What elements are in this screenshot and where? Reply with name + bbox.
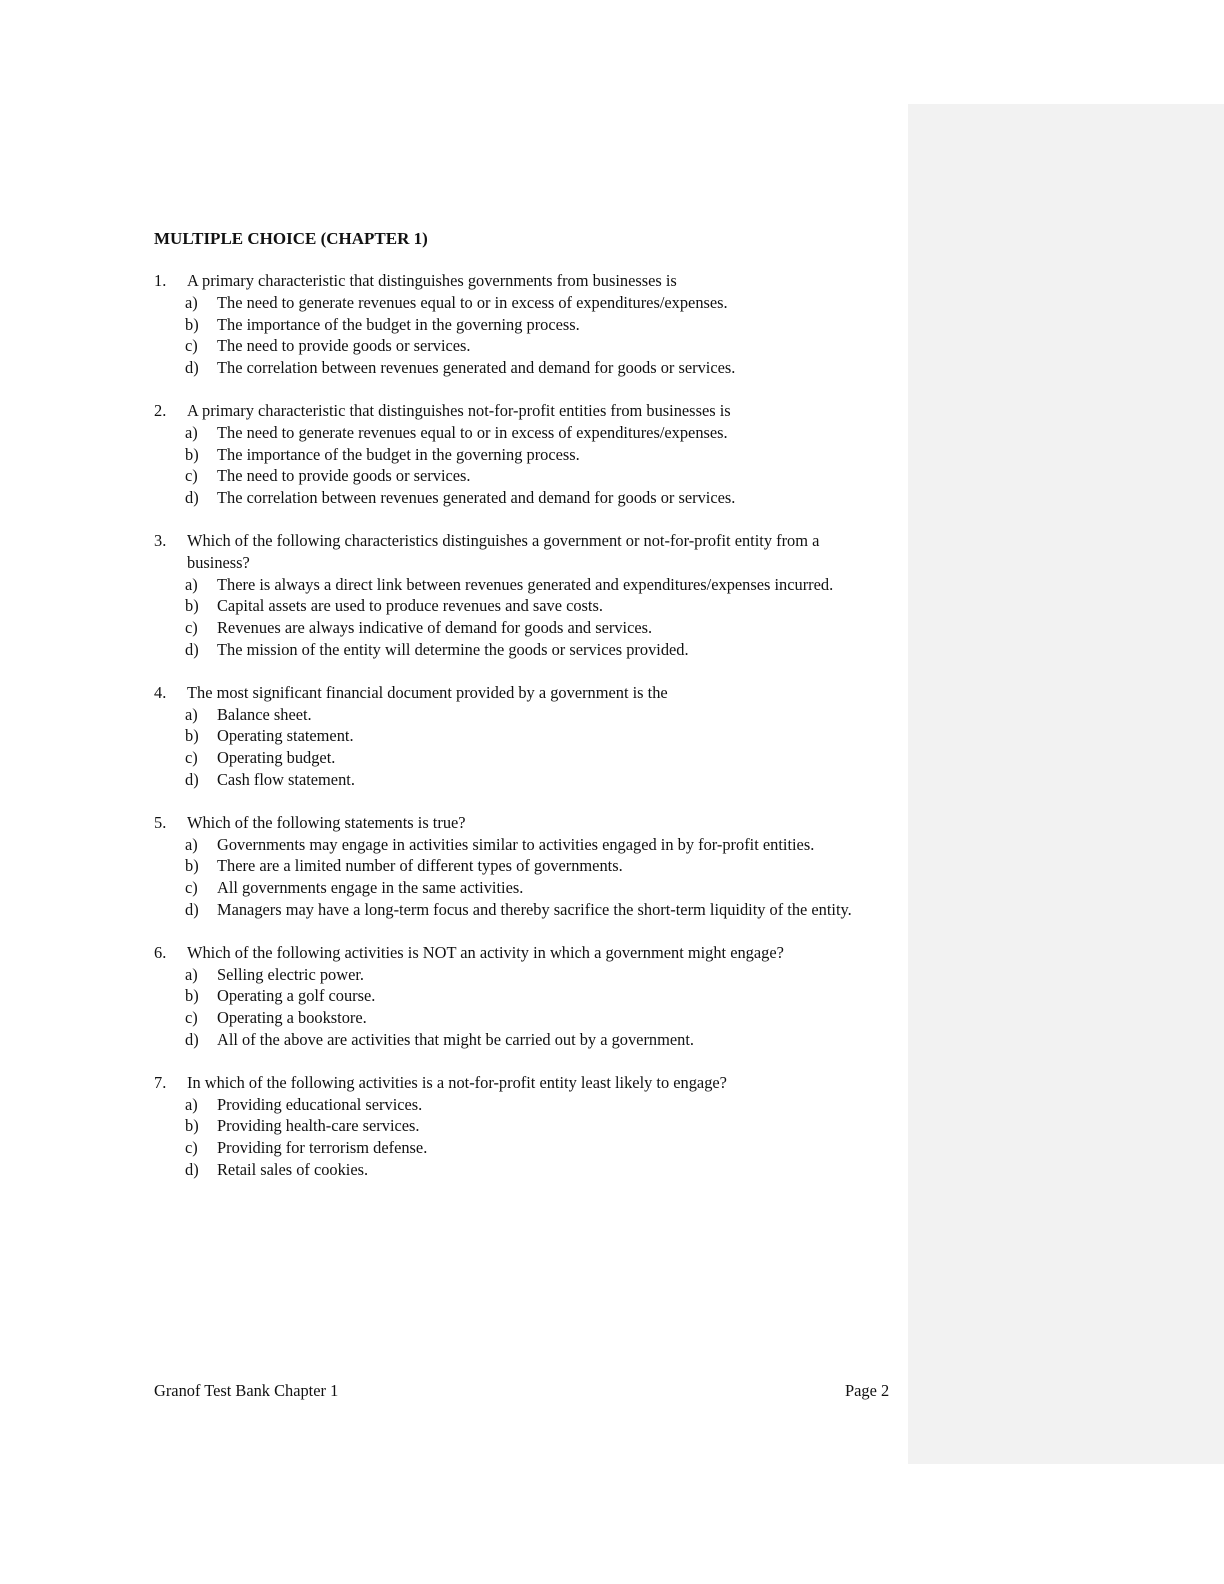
option-letter: d) [185, 899, 199, 919]
answer-option [154, 834, 884, 856]
option-text: Operating a golf course. [217, 986, 376, 1006]
option-letter: c) [185, 466, 198, 486]
page-title: MULTIPLE CHOICE (CHAPTER 1) [154, 229, 428, 248]
answer-option [154, 422, 884, 444]
option-text: Providing for terrorism defense. [217, 1138, 428, 1158]
option-letter: b) [185, 596, 199, 616]
answer-option [154, 314, 884, 336]
option-letter: a) [185, 704, 198, 724]
option-text: Governments may engage in activities similar to activities engaged in by for-profit entities. [217, 834, 815, 854]
answer-option [154, 595, 884, 617]
answer-option [154, 1007, 884, 1029]
option-text: The importance of the budget in the governing process. [217, 314, 580, 334]
answer-option [154, 725, 884, 747]
answer-option [154, 899, 884, 921]
page-number: Page 2 [845, 1381, 890, 1400]
option-text: The need to provide goods or services. [217, 466, 471, 486]
answer-option [154, 1115, 884, 1137]
question-number: 2. [154, 400, 167, 420]
option-letter: a) [185, 1094, 198, 1114]
option-text: Selling electric power. [217, 964, 365, 984]
question-item [154, 270, 884, 379]
question-stem [154, 530, 884, 574]
question-item [154, 1072, 884, 1181]
question-text: A primary characteristic that distinguishes governments from businesses is [187, 271, 677, 290]
document-body [154, 228, 884, 1202]
option-letter: c) [185, 1008, 198, 1028]
answer-option [154, 617, 884, 639]
answer-option [154, 639, 884, 661]
option-letter: a) [185, 574, 198, 594]
question-text: Which of the following statements is true? [187, 812, 466, 832]
question-number: 7. [154, 1072, 167, 1092]
option-letter: c) [185, 1138, 198, 1158]
question-stem [154, 270, 884, 292]
answer-option [154, 855, 884, 877]
option-text: All governments engage in the same activities. [217, 878, 524, 898]
option-letter: a) [185, 834, 198, 854]
option-letter: d) [185, 639, 199, 659]
question-number: 4. [154, 682, 167, 702]
option-text: Operating a bookstore. [217, 1008, 367, 1028]
answer-option [154, 964, 884, 986]
option-letter: d) [185, 358, 199, 378]
option-letter: c) [185, 618, 198, 638]
question-item [154, 812, 884, 921]
option-letter: b) [185, 726, 199, 746]
question-text: Which of the following characteristics distinguishes a government or not-for-profit entity from a business? [187, 530, 820, 572]
option-text: The need to provide goods or services. [217, 336, 471, 356]
option-text: Retail sales of cookies. [217, 1159, 369, 1179]
question-stem [154, 400, 884, 422]
option-letter: b) [185, 314, 199, 334]
question-text: The most significant financial document provided by a government is the [187, 682, 668, 702]
option-text: There is always a direct link between revenues generated and expenditures/expenses incurred. [217, 574, 834, 594]
option-letter: b) [185, 986, 199, 1006]
option-text: Providing health-care services. [217, 1116, 420, 1136]
question-item [154, 400, 884, 509]
option-letter: d) [185, 488, 199, 508]
option-letter: c) [185, 878, 198, 898]
option-text: The mission of the entity will determine the goods or services provided. [217, 639, 689, 659]
question-text: In which of the following activities is a not-for-profit entity least likely to engage? [187, 1072, 727, 1092]
answer-option [154, 444, 884, 466]
option-text: Managers may have a long-term focus and thereby sacrifice the short-term liquidity of the entity. [217, 899, 852, 919]
answer-option [154, 704, 884, 726]
question-text: A primary characteristic that distinguishes not-for-profit entities from businesses is [187, 400, 731, 420]
question-number: 1. [154, 271, 167, 290]
option-text: The need to generate revenues equal to or in excess of expenditures/expenses. [217, 292, 728, 312]
option-letter: b) [185, 1116, 199, 1136]
answer-option [154, 292, 884, 314]
question-number: 6. [154, 942, 167, 962]
answer-option [154, 985, 884, 1007]
question-list [154, 270, 884, 1181]
option-text: The need to generate revenues equal to or in excess of expenditures/expenses. [217, 422, 728, 442]
option-text: The correlation between revenues generated and demand for goods or services. [217, 358, 736, 378]
option-text: There are a limited number of different types of governments. [217, 856, 623, 876]
option-text: Operating budget. [217, 748, 336, 768]
answer-option [154, 1094, 884, 1116]
question-stem [154, 942, 884, 964]
answer-option [154, 747, 884, 769]
answer-option [154, 357, 884, 379]
question-item [154, 942, 884, 1051]
question-stem [154, 1072, 884, 1094]
answer-option [154, 1159, 884, 1181]
answer-option [154, 769, 884, 791]
answer-option [154, 465, 884, 487]
question-stem [154, 812, 884, 834]
option-letter: c) [185, 336, 198, 356]
answer-option [154, 1029, 884, 1051]
option-text: Cash flow statement. [217, 769, 355, 789]
option-letter: d) [185, 1029, 199, 1049]
option-text: Operating statement. [217, 726, 354, 746]
footer-title: Granof Test Bank Chapter 1 [154, 1381, 339, 1400]
option-letter: a) [185, 292, 198, 312]
option-text: All of the above are activities that might be carried out by a government. [217, 1029, 694, 1049]
question-text: Which of the following activities is NOT an activity in which a government might engage? [187, 942, 784, 962]
comment-pane [908, 104, 1224, 1464]
question-stem [154, 682, 884, 704]
option-text: Revenues are always indicative of demand for goods and services. [217, 618, 653, 638]
option-letter: c) [185, 748, 198, 768]
option-text: The importance of the budget in the governing process. [217, 444, 580, 464]
answer-option [154, 1137, 884, 1159]
question-number: 3. [154, 530, 167, 550]
option-letter: a) [185, 964, 198, 984]
answer-option [154, 487, 884, 509]
answer-option [154, 574, 884, 596]
option-letter: b) [185, 856, 199, 876]
option-letter: d) [185, 769, 199, 789]
answer-option [154, 335, 884, 357]
option-text: Providing educational services. [217, 1094, 423, 1114]
option-letter: b) [185, 444, 199, 464]
option-text: Capital assets are used to produce revenues and save costs. [217, 596, 603, 616]
option-text: Balance sheet. [217, 704, 312, 724]
question-item [154, 682, 884, 791]
option-letter: d) [185, 1159, 199, 1179]
option-letter: a) [185, 422, 198, 442]
option-text: The correlation between revenues generated and demand for goods or services. [217, 488, 736, 508]
answer-option [154, 877, 884, 899]
question-item [154, 530, 884, 661]
question-number: 5. [154, 812, 167, 832]
